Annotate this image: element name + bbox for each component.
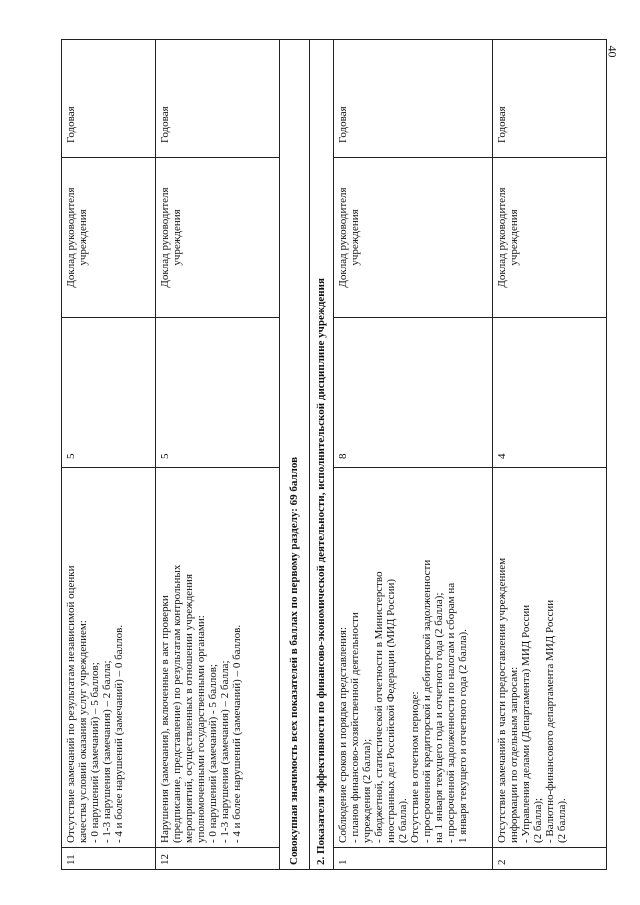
description-line: - Управления делами (Департамента) МИД России [519, 604, 532, 843]
description-line: уполномоченными государственными органами: [194, 615, 207, 843]
description-line: иностранных дел Российской Федерации (МИД России) [385, 578, 398, 843]
indicators-table [61, 39, 607, 870]
table-row [62, 40, 156, 870]
indicator-period: Годовая [62, 40, 156, 158]
indicator-description [62, 468, 156, 848]
row-number: 2 [492, 848, 606, 870]
description-line: Отсутствие замечаний по результатам независимой оценки [65, 565, 77, 843]
description-line: (2 балла). [397, 798, 410, 843]
description-line: - просроченной кредиторской и дебиторской задолженности [421, 559, 434, 843]
indicator-value: 5 [155, 318, 280, 468]
page-number: 40 [605, 45, 620, 58]
section-title: 2. Показатели эффективности по финансово-экономической деятельности, исполнительской дисциплине учреждения [309, 40, 334, 870]
indicator-source: Доклад руководителя учреждения [62, 158, 156, 318]
description-line: - бюджетной, статистической отчетности в Министерство [373, 571, 386, 843]
description-line: Нарушения (замечания), включенные в акт проверки [158, 595, 171, 843]
description-line: - 4 и более нарушений (замечаний) – 0 баллов. [113, 624, 125, 843]
description-line: - 1-3 нарушения (замечания) – 2 балла; [101, 660, 113, 843]
table-row [155, 40, 280, 870]
indicator-description [334, 468, 492, 848]
description-line: - Валютно-финансового департамента МИД России [543, 599, 556, 843]
description-line: - 0 нарушений (замечаний) – 5 баллов; [89, 662, 101, 843]
row-number: 12 [155, 848, 280, 870]
description-line: 1 января текущего и отчетного года (2 балла). [457, 629, 470, 843]
indicator-value: 4 [492, 318, 606, 468]
description-line: (предписание, представление) по результатам контрольных [170, 564, 183, 843]
description-line: - 0 нарушений (замечаний) - 5 баллов; [206, 664, 219, 843]
indicator-description [492, 468, 606, 848]
description-line: на 1 января текущего года и отчетного года (2 балла); [433, 592, 446, 843]
description-line: мероприятий, осуществленных в отношении учреждения [182, 573, 195, 843]
table-row [492, 40, 606, 870]
description-line: - 4 и более нарушений (замечаний) – 0 баллов. [230, 624, 243, 843]
rotated-table-sheet [61, 40, 607, 870]
indicator-period: Годовая [334, 40, 492, 158]
description-line: качества условий оказания услуг учреждением: [77, 620, 89, 843]
indicator-value: 5 [62, 318, 156, 468]
indicator-source: Доклад руководителя учреждения [334, 158, 492, 318]
indicator-source: Доклад руководителя учреждения [492, 158, 606, 318]
row-number: 11 [62, 848, 156, 870]
section-header-row [309, 40, 334, 870]
description-line: Отсутствие в отчетном периоде: [409, 691, 422, 843]
description-line: (2 балла); [531, 797, 544, 843]
summary-text: Совокупная значимость всех показателей в баллах по первому разделу: 69 баллов [280, 40, 309, 870]
description-line: учреждения (2 балла); [361, 738, 374, 843]
description-line: - планов финансово-хозяйственной деятельности [349, 612, 362, 843]
description-line: Соблюдение сроков и порядка представления: [337, 626, 350, 843]
table-row [334, 40, 492, 870]
description-line: (2 балла). [555, 798, 568, 843]
indicator-period: Годовая [492, 40, 606, 158]
description-line: - 1-3 нарушения (замечания) – 2 балла; [218, 660, 231, 843]
indicator-value: 8 [334, 318, 492, 468]
row-number: 1 [334, 848, 492, 870]
indicator-period: Годовая [155, 40, 280, 158]
summary-row [280, 40, 309, 870]
description-line: Отсутствие замечаний в части предоставления учреждением [495, 557, 508, 843]
description-line: информации по отдельным запросам: [507, 666, 520, 843]
indicator-description [155, 468, 280, 848]
description-line: - просроченной задолженности по налогам и сборам на [445, 582, 458, 843]
indicator-source: Доклад руководителя учреждения [155, 158, 280, 318]
